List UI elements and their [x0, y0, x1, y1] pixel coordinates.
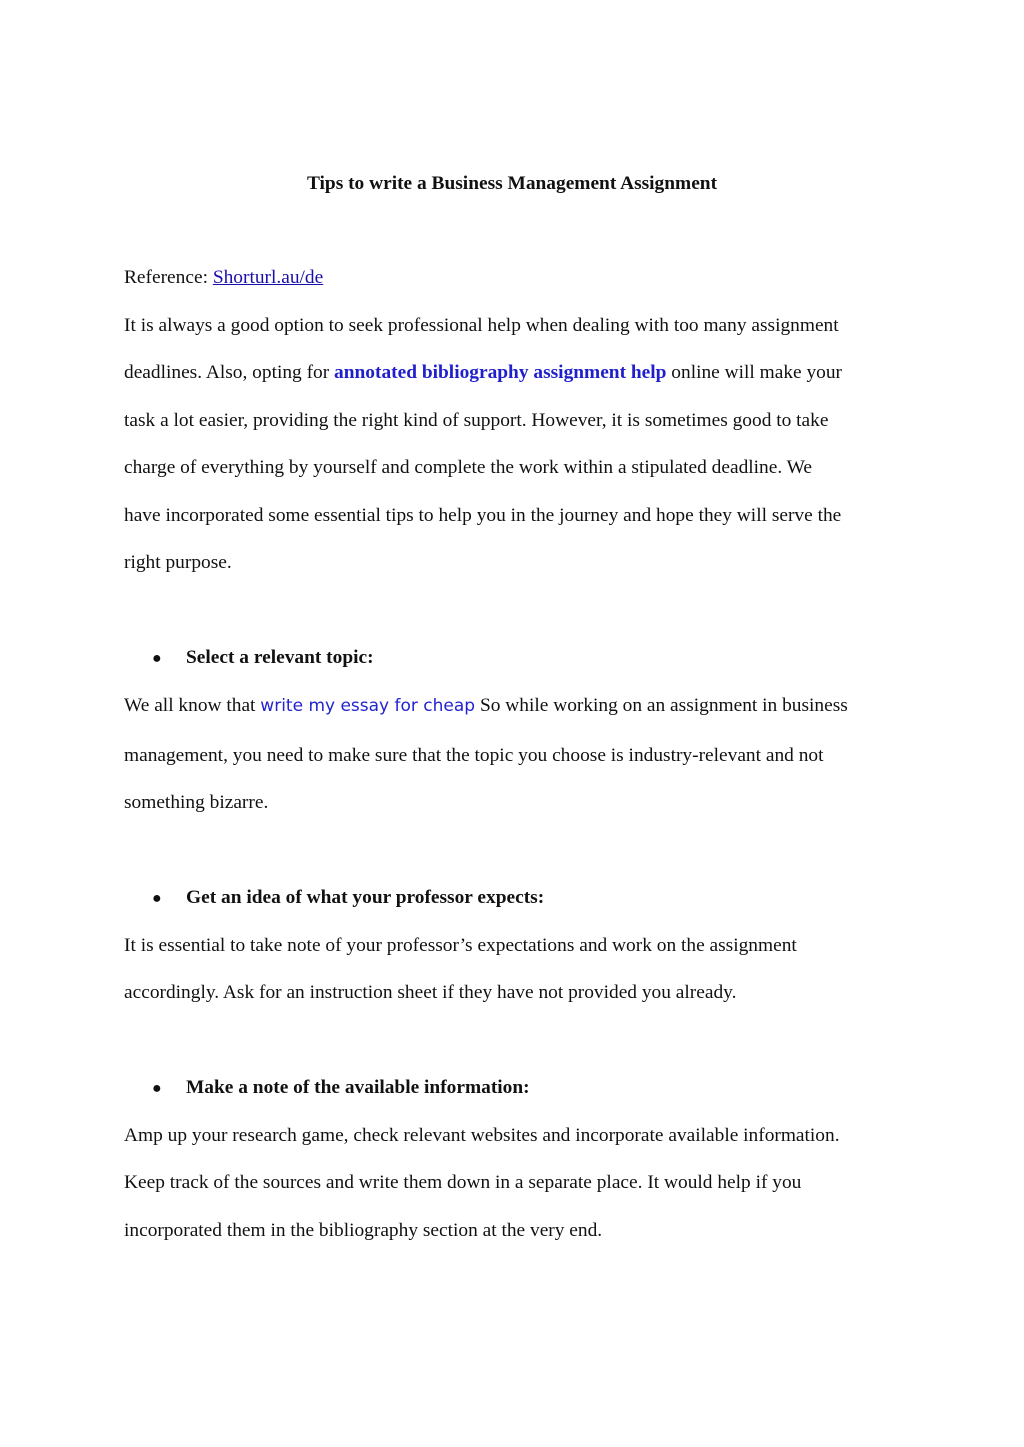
section-1-line-1-pre: We all know that [124, 695, 261, 716]
document-title: Tips to write a Business Management Assignment [306, 173, 718, 194]
section-3-line-3: incorporated them in the bibliography section at the very end. [124, 1220, 603, 1241]
reference-line [124, 266, 323, 290]
bullet-icon: ● [152, 890, 162, 907]
section-heading-topic [152, 646, 374, 671]
write-my-essay-link[interactable]: write my essay for cheap [260, 696, 476, 716]
intro-line-1: It is always a good option to seek professional help when dealing with too many assignment [124, 315, 839, 336]
annotated-bibliography-link[interactable]: annotated bibliography assignment help [334, 362, 667, 383]
intro-line-2-pre: deadlines. Also, opting for [124, 362, 335, 383]
section-2-line-1: It is essential to take note of your professor’s expectations and work on the assignment [124, 935, 797, 956]
section-3-line-2: Keep track of the sources and write them down in a separate place. It would help if you [124, 1172, 802, 1193]
section-heading-text: Make a note of the available information: [186, 1077, 530, 1098]
section-heading-professor [152, 886, 544, 911]
bullet-icon: ● [152, 650, 162, 667]
intro-line-2-post: online will make your [666, 362, 843, 383]
section-heading-text: Get an idea of what your professor expects: [186, 887, 545, 908]
section-1-line-1 [124, 694, 848, 718]
intro-line-5: have incorporated some essential tips to help you in the journey and hope they will serve the [124, 505, 842, 526]
section-1-line-1-post: So while working on an assignment in business [475, 695, 848, 716]
section-1-line-2: management, you need to make sure that the topic you choose is industry-relevant and not [124, 745, 824, 766]
section-heading-text: Select a relevant topic: [186, 647, 374, 668]
section-2-line-2: accordingly. Ask for an instruction sheet if they have not provided you already. [124, 982, 737, 1003]
intro-line-3: task a lot easier, providing the right kind of support. However, it is sometimes good to take [124, 410, 829, 431]
reference-link[interactable]: Shorturl.au/de [212, 267, 324, 288]
section-1-line-3: something bizarre. [124, 792, 269, 813]
section-heading-information [152, 1076, 530, 1101]
section-3-line-1: Amp up your research game, check relevant websites and incorporate available information. [124, 1125, 840, 1146]
reference-label: Reference: [124, 267, 213, 288]
bullet-icon: ● [152, 1080, 162, 1097]
intro-line-4: charge of everything by yourself and complete the work within a stipulated deadline. We [124, 457, 813, 478]
intro-line-6: right purpose. [124, 552, 232, 573]
intro-line-2 [124, 361, 842, 385]
